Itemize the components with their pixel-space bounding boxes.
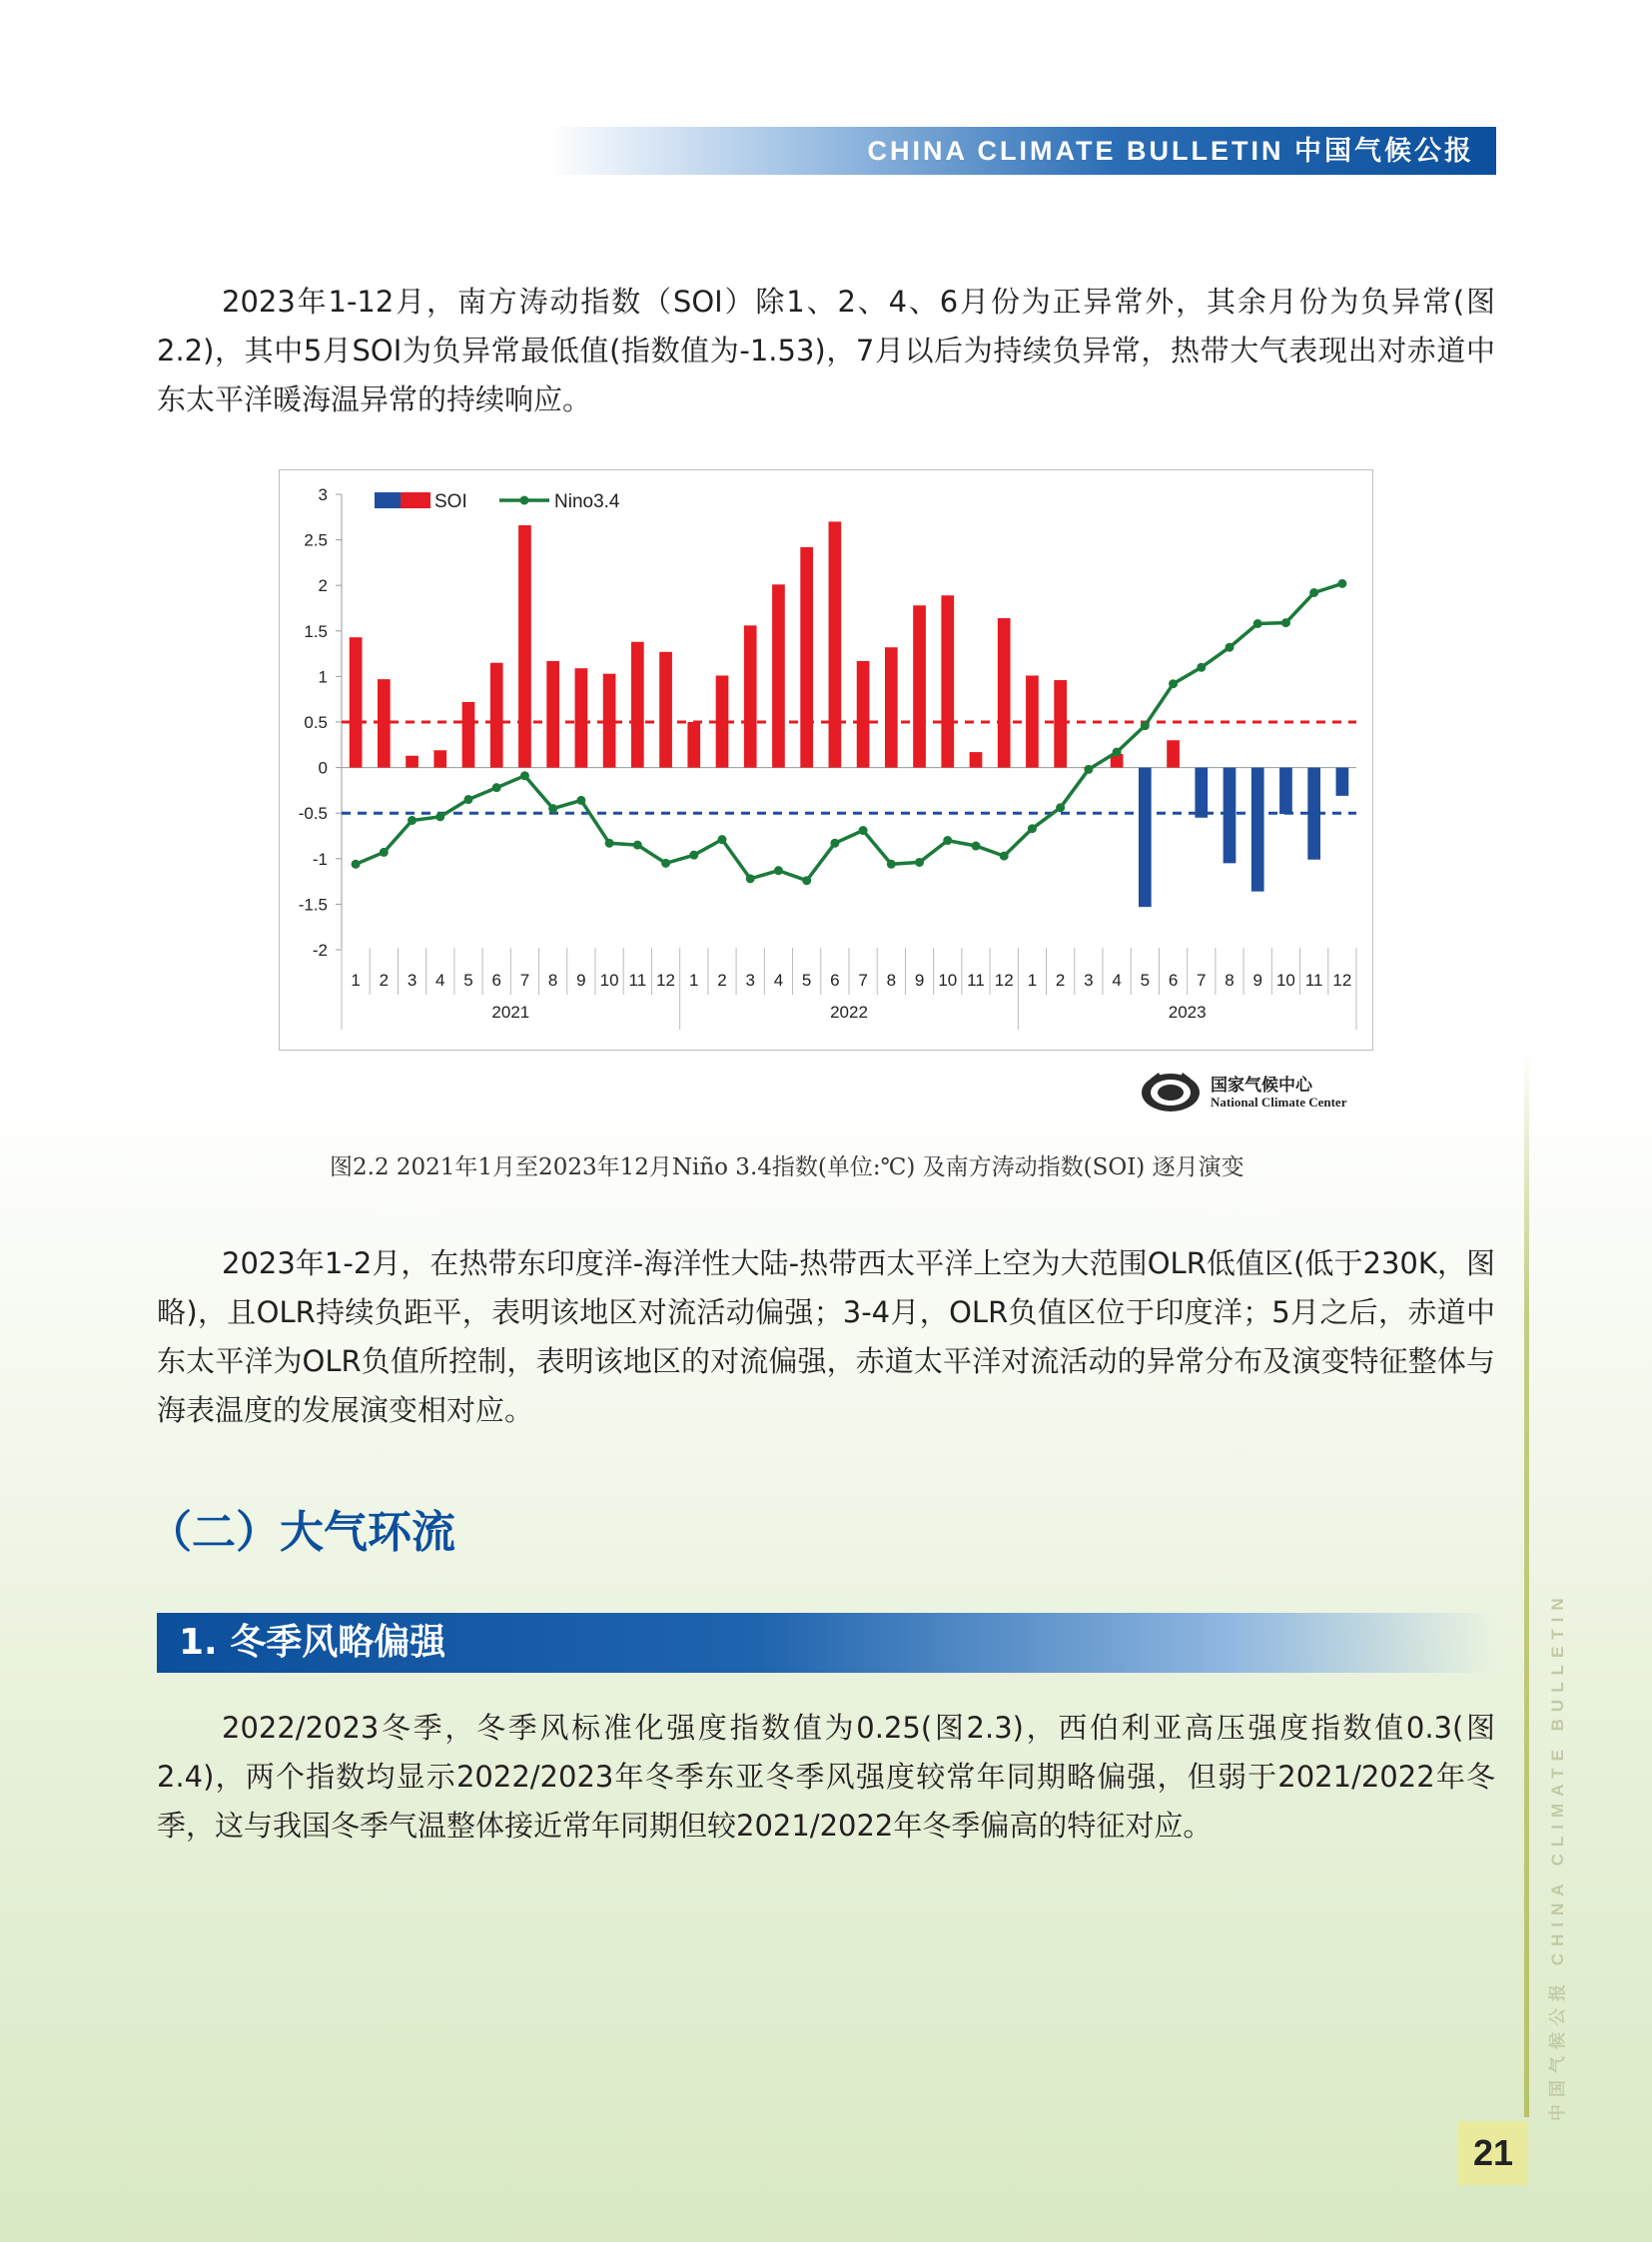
- x-tick-label: 9: [576, 971, 586, 990]
- y-tick-label: 0: [318, 758, 328, 778]
- header-title: CHINA CLIMATE BULLETIN 中国气候公报: [867, 136, 1474, 166]
- nino34-point: [1028, 824, 1037, 833]
- x-tick-label: 6: [491, 971, 501, 990]
- y-tick-label: 3: [318, 485, 328, 504]
- y-tick-label: 0.5: [304, 713, 328, 732]
- x-tick-label: 4: [435, 971, 445, 990]
- soi-bar: [603, 674, 616, 768]
- x-tick-label: 6: [830, 971, 840, 990]
- soi-bar: [546, 661, 559, 768]
- x-tick-label: 12: [656, 971, 676, 990]
- x-tick-label: 5: [1140, 971, 1151, 990]
- soi-bar: [490, 663, 503, 768]
- x-tick-label: 11: [1304, 971, 1323, 990]
- soi-bar: [406, 756, 418, 768]
- x-tick-label: 10: [938, 971, 958, 990]
- soi-bar: [378, 679, 391, 767]
- nino34-point: [830, 839, 839, 848]
- nino34-point: [1309, 588, 1318, 597]
- soi-bar: [998, 618, 1011, 768]
- soi-bar: [462, 702, 475, 768]
- soi-bar: [829, 521, 842, 767]
- nino34-point: [859, 826, 868, 835]
- soi-bar: [716, 675, 729, 767]
- section-title: （二）大气环流: [148, 1507, 455, 1558]
- soi-bar: [1336, 768, 1349, 796]
- nino34-point: [352, 860, 361, 869]
- x-tick-label: 2: [1055, 971, 1066, 990]
- paragraph-monsoon: 2022/2023冬季，冬季风标准化强度指数值为0.25(图2.3)，西伯利亚高压强度指数值0.3(图2.4)，两个指数均显示2022/2023年冬季东亚冬季风强度较常年同期略偏强，但弱于2021/2022年冬季，这与我国冬季气温整体接近常年同期但较2021/2022年冬季偏高的特征对应。: [157, 1711, 1495, 1843]
- nino34-point: [380, 848, 389, 857]
- nino34-point: [492, 783, 501, 792]
- soi-bar: [1307, 768, 1320, 860]
- subsection-banner: [157, 1613, 1495, 1673]
- nino34-point: [1226, 643, 1235, 652]
- x-tick-label: 2: [717, 971, 727, 990]
- soi-bar: [1054, 680, 1067, 768]
- x-tick-label: 1: [351, 971, 361, 990]
- nino34-point: [887, 860, 896, 869]
- nino34-point: [408, 816, 416, 825]
- legend-soi-swatch-negative: [375, 492, 401, 508]
- y-tick-label: 2: [318, 576, 328, 596]
- soi-bar: [1139, 768, 1152, 908]
- x-tick-label: 8: [547, 971, 558, 990]
- legend-soi-swatch-positive: [401, 492, 430, 508]
- x-tick-label: 7: [1197, 971, 1207, 990]
- soi-bar: [659, 652, 672, 768]
- ncc-emblem-icon: [1139, 1069, 1203, 1115]
- y-tick-label: 1: [318, 667, 328, 687]
- nino34-point: [576, 796, 585, 805]
- ncc-logo: [1139, 1069, 1378, 1115]
- nino34-point: [1281, 618, 1290, 627]
- x-tick-label: 9: [914, 971, 925, 990]
- soi-bar: [800, 547, 813, 768]
- nino34-point: [774, 866, 783, 875]
- paragraph-soi: 2023年1-12月，南方涛动指数（SOI）除1、2、4、6月份为正异常外，其余月份为负异常(图2.2)，其中5月SOI为负异常最低值(指数值为-1.53)，7月以后为持续负异常，热带大气表现出对赤道中东太平洋暖海温异常的持续响应。: [157, 285, 1495, 416]
- x-tick-label: 2: [379, 971, 390, 990]
- page-number: 21: [1458, 2121, 1528, 2185]
- year-label: 2023: [1168, 1003, 1207, 1022]
- nino34-point: [1141, 721, 1150, 730]
- x-tick-label: 11: [628, 971, 647, 990]
- x-tick-label: 1: [689, 971, 699, 990]
- x-tick-label: 7: [858, 971, 868, 990]
- x-tick-label: 5: [463, 971, 473, 990]
- nino34-point: [633, 841, 642, 850]
- nino34-point: [1056, 803, 1065, 812]
- soi-bar: [1251, 768, 1264, 892]
- nino34-point: [802, 876, 811, 885]
- nino34-point: [1253, 619, 1262, 628]
- soi-bar: [433, 750, 446, 767]
- nino34-point: [689, 851, 698, 860]
- y-tick-label: -1.5: [298, 895, 328, 915]
- soi-bar: [575, 668, 588, 767]
- y-tick-label: 1.5: [304, 621, 328, 641]
- nino34-point: [915, 858, 924, 867]
- nino34-point: [1113, 748, 1122, 757]
- soi-bar: [772, 584, 785, 767]
- x-tick-label: 3: [407, 971, 417, 990]
- soi-bar: [518, 525, 531, 768]
- ncc-name-cn: 国家气候中心: [1211, 1076, 1312, 1096]
- soi-bar: [941, 595, 954, 767]
- side-running-title: 中国气候公报 CHINA CLIMATE BULLETIN: [1548, 1591, 1567, 2121]
- soi-bar: [1279, 768, 1292, 815]
- soi-bar: [970, 752, 983, 768]
- x-tick-label: 1: [1027, 971, 1038, 990]
- year-label: 2021: [491, 1003, 530, 1022]
- x-tick-label: 11: [967, 971, 985, 990]
- legend-nino-point: [520, 496, 529, 505]
- subsection-title: 1. 冬季风略偏强: [179, 1622, 446, 1663]
- y-tick-label: -0.5: [298, 804, 328, 824]
- figure-caption: 图2.2 2021年1月至2023年12月Niño 3.4指数(单位:℃) 及南方涛动指数(SOI) 逐月演变: [330, 1154, 1244, 1180]
- nino34-point: [605, 839, 614, 848]
- soi-bar: [1167, 740, 1180, 767]
- header-banner: [547, 127, 1496, 175]
- x-tick-label: 10: [1275, 971, 1295, 990]
- soi-bar: [350, 637, 363, 767]
- x-tick-label: 12: [1332, 971, 1352, 990]
- x-tick-label: 8: [1225, 971, 1235, 990]
- nino34-point: [972, 842, 981, 851]
- y-tick-label: -2: [312, 941, 328, 960]
- soi-bar: [1195, 768, 1208, 818]
- legend-soi-label: SOI: [434, 491, 467, 512]
- nino34-point: [1169, 679, 1178, 688]
- nino34-point: [435, 812, 444, 821]
- nino34-line: [356, 583, 1342, 880]
- x-tick-label: 3: [1084, 971, 1094, 990]
- nino34-point: [746, 874, 755, 883]
- legend-nino-label: Nino3.4: [554, 491, 620, 512]
- x-tick-label: 12: [994, 971, 1014, 990]
- x-tick-label: 5: [801, 971, 812, 990]
- soi-nino-chart: [280, 470, 1372, 1050]
- soi-bar: [744, 625, 757, 767]
- soi-bar: [885, 647, 898, 767]
- paragraph-olr: 2023年1-2月，在热带东印度洋-海洋性大陆-热带西太平洋上空为大范围OLR低值区(低于230K，图略)，且OLR持续负距平，表明该地区对流活动偏强；3-4月，OLR负值区位于印度洋；5月之后，赤道中东太平洋为OLR负值所控制，表明该地区的对流偏强，赤道太平洋对流活动的异常分布及演变特征整体与海表温度的发展演变相对应。: [157, 1246, 1495, 1427]
- x-tick-label: 4: [773, 971, 784, 990]
- nino34-point: [1197, 663, 1206, 672]
- nino34-point: [464, 795, 473, 804]
- nino34-point: [520, 771, 529, 780]
- x-tick-label: 4: [1112, 971, 1122, 990]
- nino34-point: [943, 836, 952, 845]
- x-tick-label: 3: [745, 971, 755, 990]
- ncc-name-en: National Climate Center: [1211, 1095, 1347, 1110]
- chart-frame: [279, 469, 1373, 1051]
- x-tick-label: 8: [886, 971, 897, 990]
- x-tick-label: 6: [1168, 971, 1179, 990]
- nino34-point: [718, 835, 727, 844]
- soi-bar: [913, 605, 926, 767]
- soi-bar: [687, 722, 700, 768]
- nino34-point: [1000, 852, 1009, 861]
- soi-bar: [631, 642, 644, 768]
- soi-bar: [857, 661, 870, 768]
- y-tick-label: -1: [312, 849, 328, 869]
- nino34-point: [1084, 765, 1093, 774]
- nino34-point: [661, 859, 670, 868]
- x-tick-label: 7: [519, 971, 530, 990]
- nino34-point: [548, 804, 557, 813]
- soi-bar: [1224, 768, 1237, 864]
- side-decoration-line: [1524, 1049, 1529, 2117]
- year-label: 2022: [830, 1003, 868, 1022]
- x-tick-label: 10: [599, 971, 619, 990]
- y-tick-label: 2.5: [304, 530, 328, 550]
- x-tick-label: 9: [1252, 971, 1262, 990]
- soi-bar: [1026, 675, 1039, 767]
- nino34-point: [1337, 579, 1346, 588]
